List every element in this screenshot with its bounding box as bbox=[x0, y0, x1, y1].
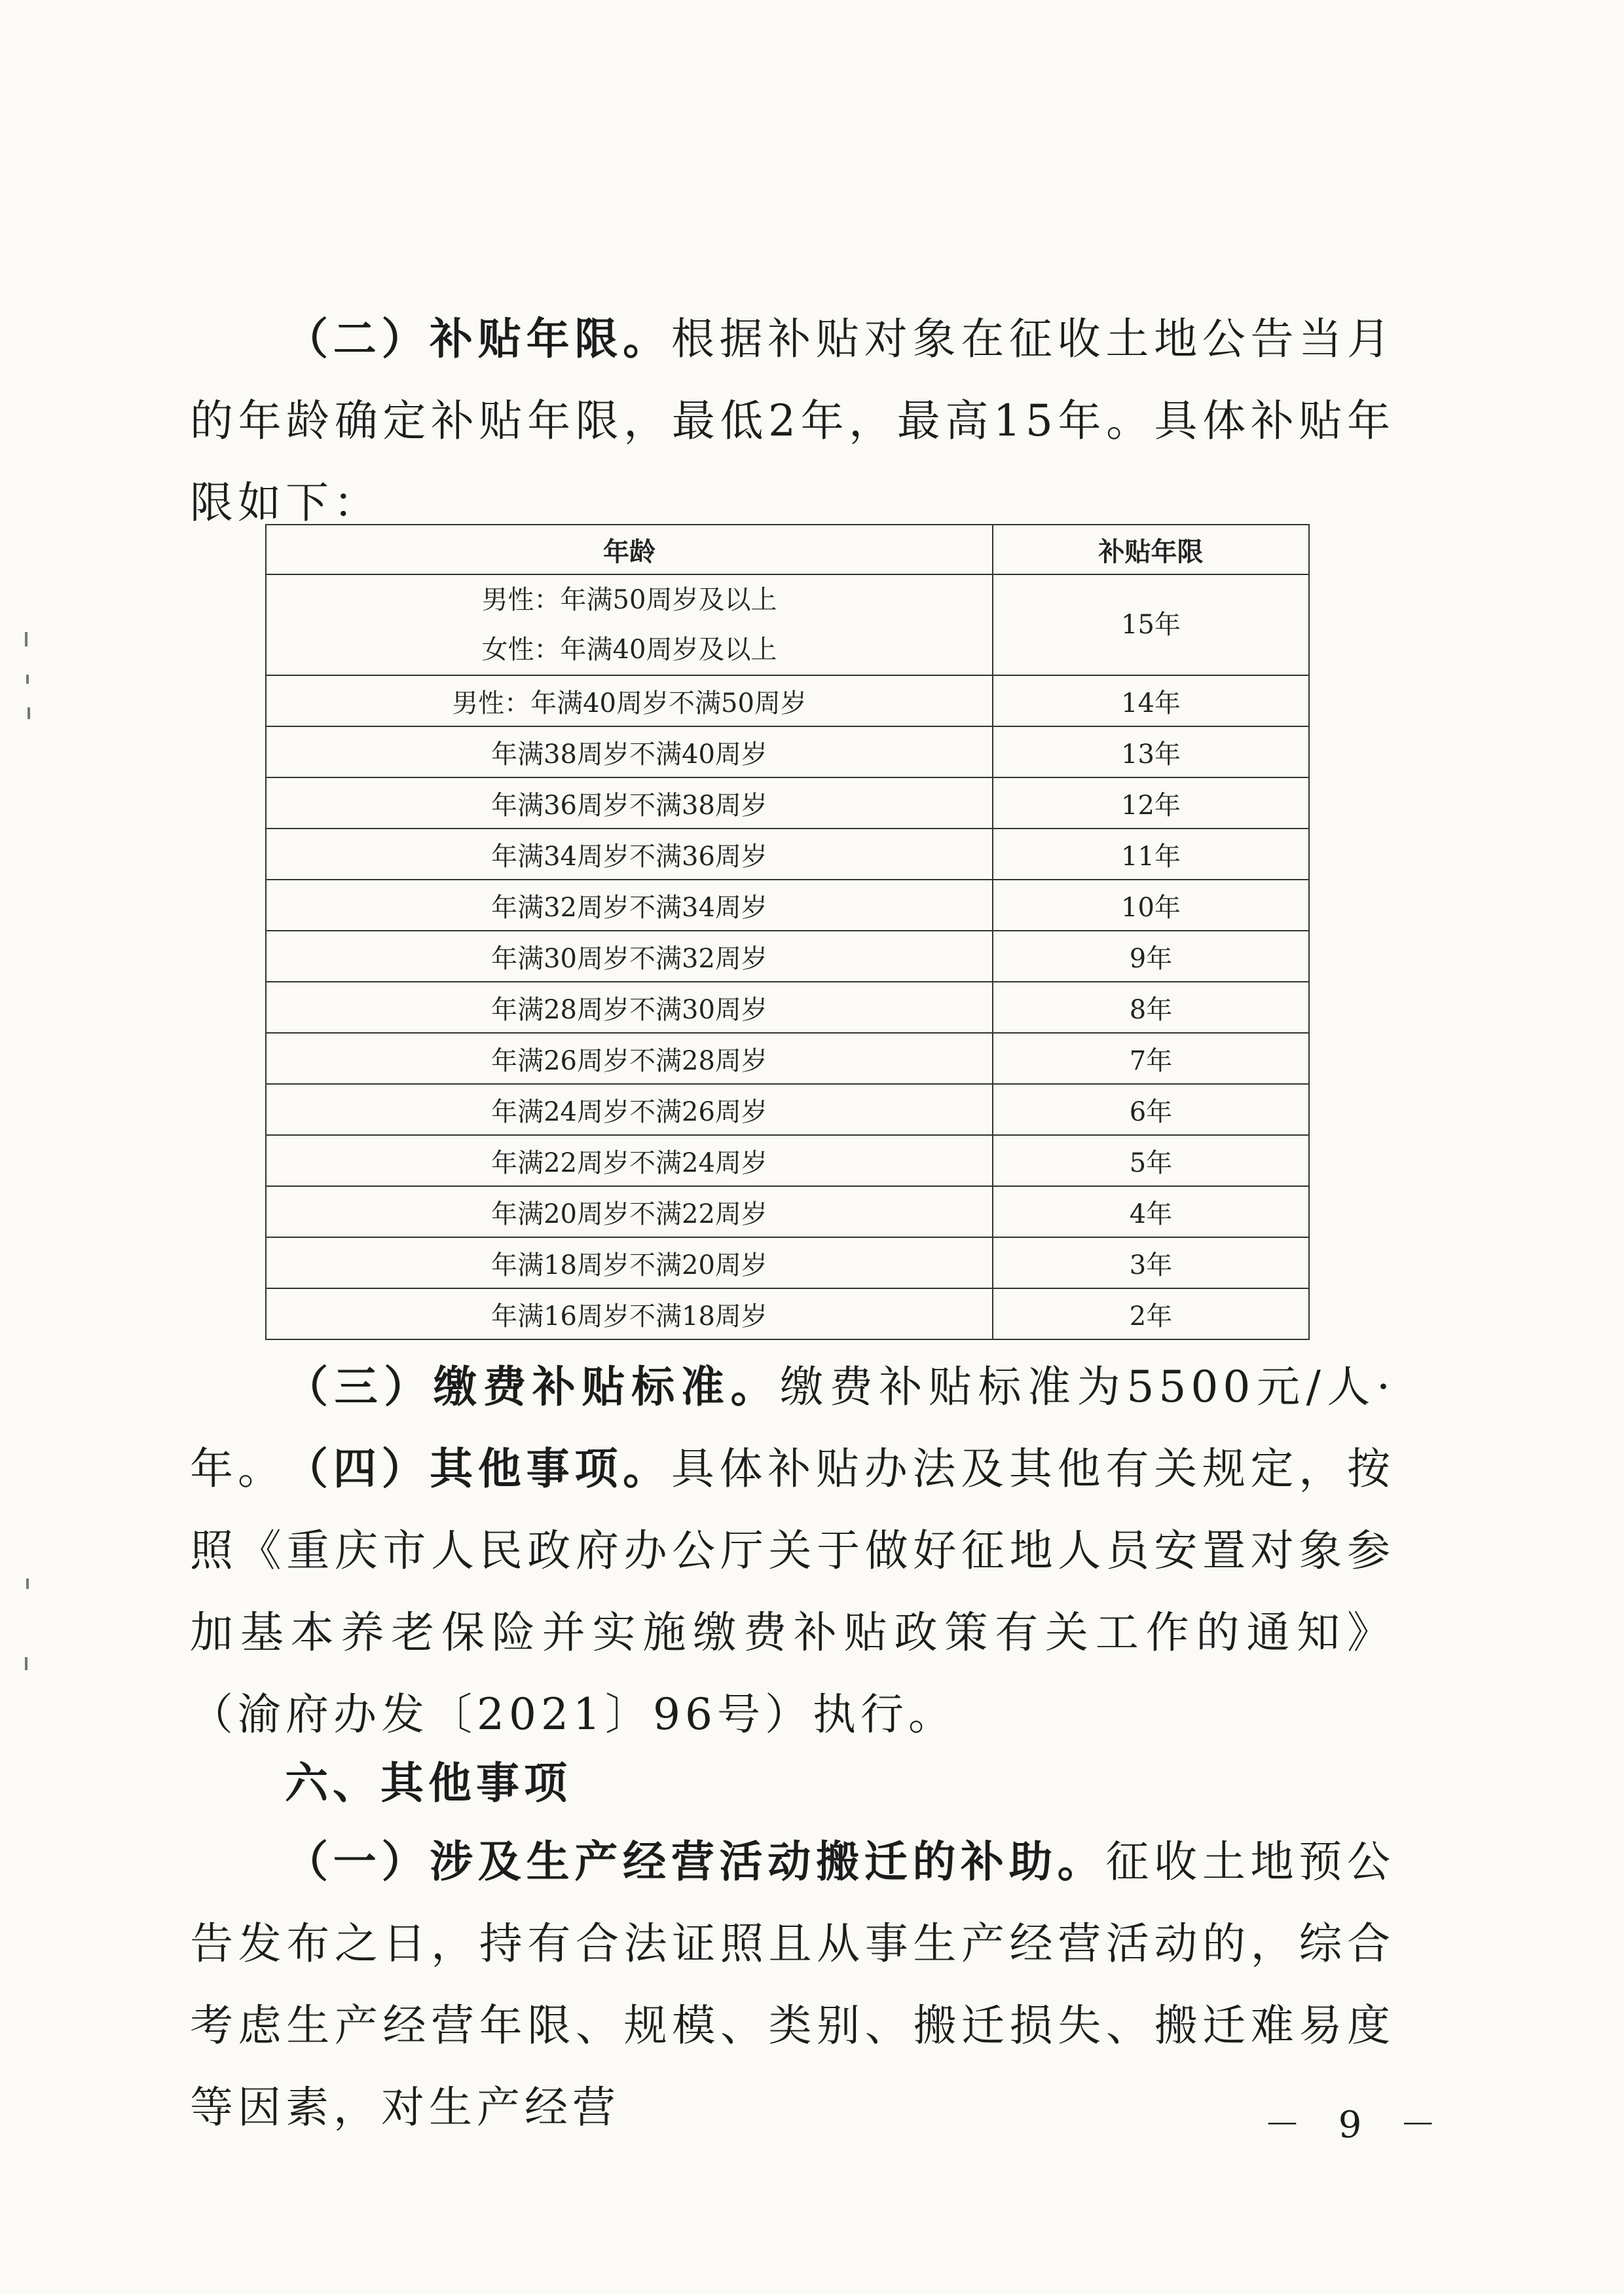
years-cell: 9年 bbox=[993, 931, 1309, 982]
age-cell: 年满38周岁不满40周岁 bbox=[266, 726, 993, 777]
scan-mark bbox=[25, 632, 28, 646]
age-cell: 年满32周岁不满34周岁 bbox=[266, 880, 993, 931]
years-cell: 12年 bbox=[993, 777, 1309, 829]
table-row bbox=[266, 1084, 1309, 1135]
age-cell: 年满34周岁不满36周岁 bbox=[266, 829, 993, 880]
years-cell: 7年 bbox=[993, 1033, 1309, 1084]
age-line-female: 女性：年满40周岁及以上 bbox=[481, 635, 777, 665]
table-row bbox=[266, 1237, 1309, 1288]
table-row bbox=[266, 931, 1309, 982]
age-cell: 年满22周岁不满24周岁 bbox=[266, 1135, 993, 1186]
intro-heading: （二）补贴年限。 bbox=[285, 313, 671, 364]
age-cell: 年满24周岁不满26周岁 bbox=[266, 1084, 993, 1135]
years-cell: 14年 bbox=[993, 675, 1309, 726]
age-cell bbox=[266, 574, 993, 675]
age-cell: 年满28周岁不满30周岁 bbox=[266, 982, 993, 1033]
years-cell: 3年 bbox=[993, 1237, 1309, 1288]
age-cell: 年满20周岁不满22周岁 bbox=[266, 1186, 993, 1237]
years-cell: 13年 bbox=[993, 726, 1309, 777]
section3-body: 缴费补贴标准为5500元/人·年。 bbox=[190, 1362, 1395, 1494]
header-years: 补贴年限 bbox=[993, 525, 1309, 574]
chapter6-title: 六、其他事项 bbox=[285, 1757, 572, 1808]
scan-mark bbox=[28, 707, 30, 719]
subsidy-years-table bbox=[265, 524, 1310, 1340]
age-cell: 年满30周岁不满32周岁 bbox=[266, 931, 993, 982]
intro-paragraph bbox=[190, 298, 1395, 544]
section4-body: 具体补贴办法及其他有关规定，按照《重庆市人民政府办公厅关于做好征地人员安置对象参加基本养老保险并实施缴费补贴政策有关工作的通知》（渝府办发〔2021〕96号）执行。 bbox=[190, 1444, 1395, 1740]
section4-heading: （四）其他事项。 bbox=[285, 1443, 671, 1494]
table-row bbox=[266, 1186, 1309, 1237]
intro-body: 根据补贴对象在征收土地公告当月的年龄确定补贴年限，最低2年，最高15年。具体补贴年限如下： bbox=[190, 314, 1395, 528]
age-cell: 男性：年满40周岁不满50周岁 bbox=[266, 675, 993, 726]
years-cell: 5年 bbox=[993, 1135, 1309, 1186]
section6-1-heading: （一）涉及生产经营活动搬迁的补助。 bbox=[285, 1836, 1106, 1887]
years-cell: 10年 bbox=[993, 880, 1309, 931]
table-row bbox=[266, 777, 1309, 829]
table-row bbox=[266, 574, 1309, 675]
section6-1-body: 征收土地预公告发布之日，持有合法证照且从事生产经营活动的，综合考虑生产经营年限、规模、类别、搬迁损失、搬迁难易度等因素，对生产经营 bbox=[190, 1837, 1395, 2133]
section4-paragraph bbox=[190, 1428, 1395, 1755]
section6-1-paragraph bbox=[190, 1821, 1395, 2148]
table-row bbox=[266, 880, 1309, 931]
scan-mark bbox=[26, 675, 29, 684]
table-row bbox=[266, 982, 1309, 1033]
age-cell: 年满16周岁不满18周岁 bbox=[266, 1288, 993, 1339]
years-cell: 11年 bbox=[993, 829, 1309, 880]
age-line-male: 男性：年满50周岁及以上 bbox=[481, 585, 777, 615]
table-row bbox=[266, 726, 1309, 777]
scan-mark bbox=[25, 1657, 28, 1670]
years-cell: 8年 bbox=[993, 982, 1309, 1033]
age-cell: 年满18周岁不满20周岁 bbox=[266, 1237, 993, 1288]
page-number: － 9 － bbox=[1264, 2104, 1450, 2146]
years-cell: 2年 bbox=[993, 1288, 1309, 1339]
table-row bbox=[266, 1135, 1309, 1186]
age-cell: 年满36周岁不满38周岁 bbox=[266, 777, 993, 829]
table-header-row bbox=[266, 525, 1309, 574]
table-row bbox=[266, 1288, 1309, 1339]
section3-heading: （三）缴费补贴标准。 bbox=[285, 1361, 781, 1412]
years-cell: 15年 bbox=[993, 574, 1309, 675]
years-cell: 6年 bbox=[993, 1084, 1309, 1135]
table-row bbox=[266, 675, 1309, 726]
years-cell: 4年 bbox=[993, 1186, 1309, 1237]
age-cell: 年满26周岁不满28周岁 bbox=[266, 1033, 993, 1084]
table-row bbox=[266, 829, 1309, 880]
table-row bbox=[266, 1033, 1309, 1084]
header-age: 年龄 bbox=[266, 525, 993, 574]
scan-mark bbox=[26, 1578, 29, 1589]
